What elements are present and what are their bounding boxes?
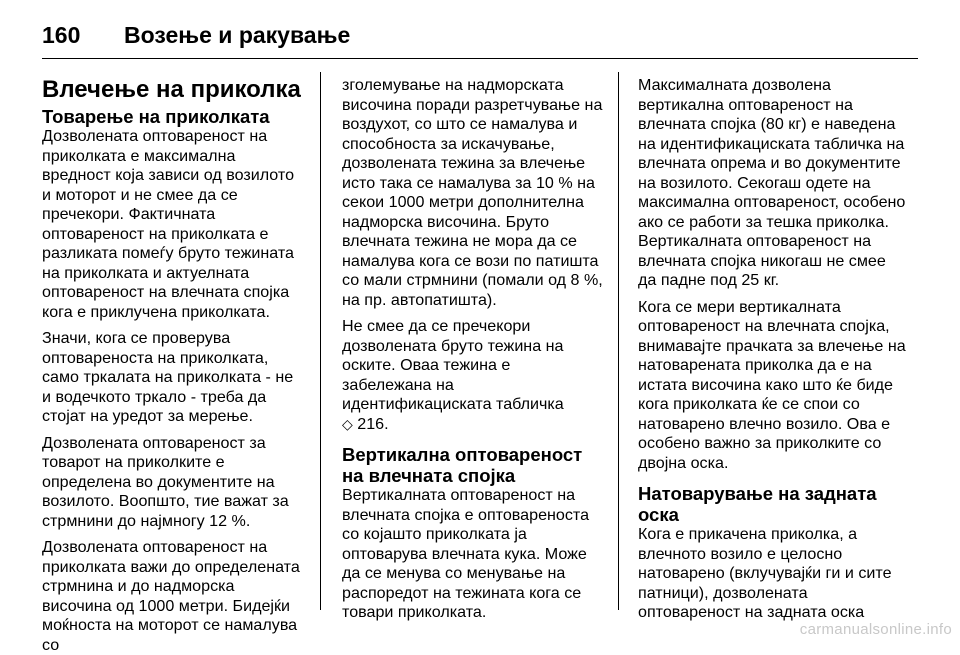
paragraph-text: Не смее да се пречекори дозволената бруто тежина на оските. Оваа тежина е забележана на идентификациската табличка [342, 317, 564, 413]
section-title: Влечење на приколка [42, 76, 301, 103]
column-divider-1 [320, 72, 321, 610]
column-divider-2 [618, 72, 619, 610]
paragraph: Вертикалната оптовареност на влечната спојка е оптовареноста со којашто приколката ја оптоварува влечната кука. Може да се менува со менување на распоредот на тежината кога се товари приколката. [342, 486, 590, 621]
paragraph: Максималната дозволена вертикална оптовареност на влечната спојка (80 кг) е наведена на идентификациската табличка на влечната опрема и во документите на возилото. Секогаш одете на максимална оптовареност, особено ако се работи за тешка приколка. Вертикалната оптовареност на влечната спојка никогаш не смее да падне под 25 кг. [638, 76, 906, 289]
paragraph: Значи, кога се проверува оптовареноста на приколката, само тркалата на приколката - не и водечкото тркало - треба да стојат на уредот за мерење. [42, 329, 294, 425]
page-reference-arrow-icon: ◇ [342, 415, 353, 432]
paragraph: Кога е прикачена приколка, а влечното возило е целосно натоварено (вклучувајќи ги и сите патници), дозволената оптовареност на задната оска [638, 525, 892, 621]
page-reference-link[interactable]: 216 [357, 414, 385, 433]
column-3 [638, 76, 906, 621]
paragraph: зголемување на надморската височина поради разретчување на воздухот, со што се намалува и способноста за искачување, дозволената тежина за влечење исто така се намалува за 10 % на секои 1000 метри дополнителна надморска височина. Бруто влечната тежина не мора да се намалува кога се вози по патишта со мали стрмнини (помали од 8 %, на пр. автопатишта). [342, 76, 603, 309]
paragraph: Кога се мери вертикалната оптовареност на влечната спојка, внимавајте прачката за влечење на натоварената приколка да е на истата височина како што ќе биде кога приколката ќе се спои со натоварено влечно возило. Ова е особено важно за приколките со двојна оска. [638, 297, 906, 472]
subsection-title-rear-axle-load: Натоварување на задната оска [638, 483, 877, 525]
page-number: 160 [42, 22, 81, 48]
paragraph: Дозволената оптовареност на приколката важи до определената стрмнина и до надморска височина од 1000 метри. Бидејќи моќноста на моторот се намалува со [42, 538, 300, 654]
paragraph: Дозволената оптовареност на приколката е максимална вредност која зависи од возилото и моторот и не смее да се пречекори. Фактичната оптовареност на приколката е разликата помеѓу бруто тежината на приколката и актуелната оптовареност на влечната спојка кога е приклучена приколката. [42, 127, 295, 321]
subsection-title-trailer-loading: Товарење на приколката [42, 106, 270, 127]
running-title: Возење и ракување [124, 22, 351, 48]
paragraph-with-reference [342, 317, 604, 434]
watermark: carmanualsonline.info [799, 621, 952, 638]
paragraph: Дозволената оптовареност за товарот на приколките е определена во документите на возилото. Воопшто, тие важат за стрмнини до најмногу 12 %. [42, 433, 289, 530]
column-1 [42, 76, 304, 654]
page-header [42, 14, 918, 59]
column-2 [342, 76, 604, 621]
subsection-title-vertical-load: Вертикална оптовареност на влечната спојка [342, 444, 583, 486]
paragraph-tail: . [384, 414, 389, 433]
